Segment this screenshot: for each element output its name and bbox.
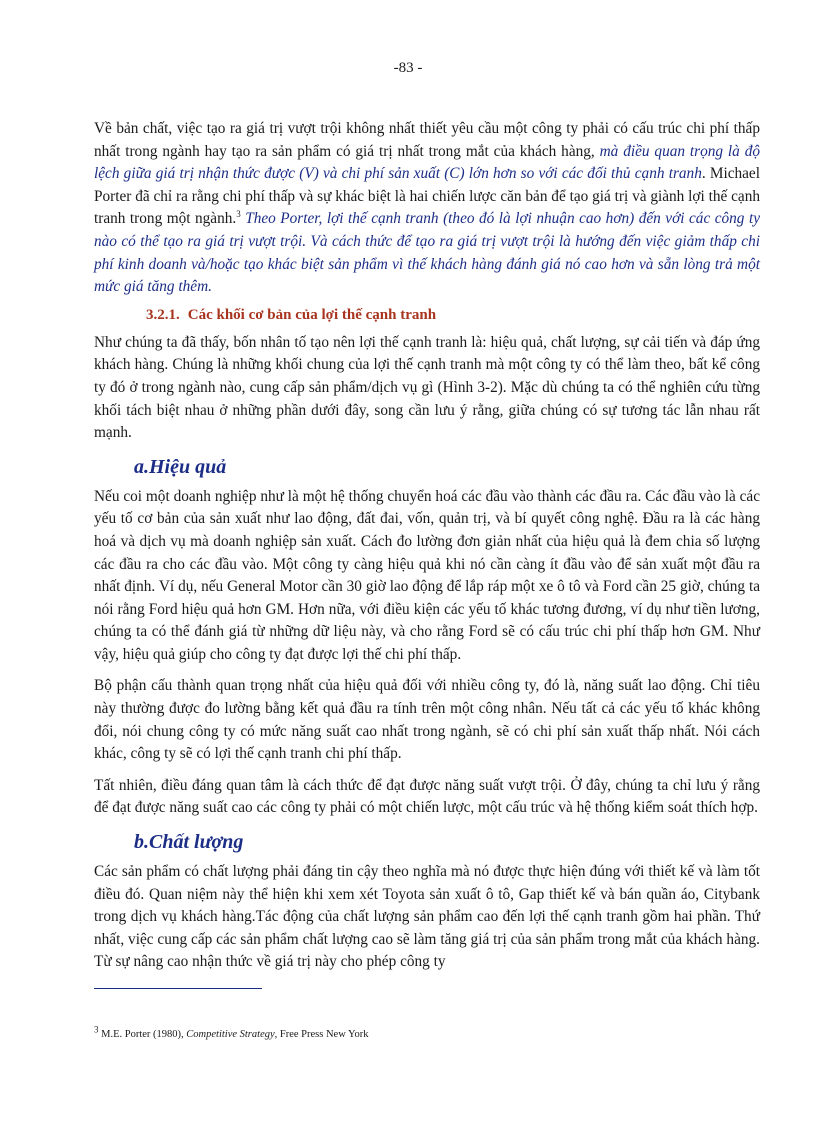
page-body (94, 118, 760, 983)
footnote-separator (94, 988, 262, 989)
intro-text-2: . Michael Porter đã chỉ ra rằng chi phí thấp và sự khác biệt là hai chiến lược căn bản để tạo giá trị và giành lợi thế cạnh tranh trong một ngành. (94, 165, 760, 228)
footnote-marker: 3 (94, 1024, 99, 1035)
subsection-paragraph: Như chúng ta đã thấy, bốn nhân tố tạo nên lợi thế cạnh tranh là: hiệu quả, chất lượng, sự cải tiến và đáp ứng khách hàng. Chúng là những khối chung của lợi thế cạnh tranh mà một công ty có thể làm theo, bất kể công ty đó ở trong ngành nào, cung cấp sản phẩm/dịch vụ gì (Hình 3-2). Mặc dù chúng ta có thể nghiên cứu từng khối tách biệt nhau ở những phần dưới đây, song cần lưu ý rằng, giữa chúng có sự tương tác lẫn nhau rất mạnh. (94, 333, 760, 442)
footnote-author: M.E. Porter (1980), (98, 1029, 187, 1040)
intro-italic-1: mà điều quan trọng là độ lệch giữa giá trị nhận thức được (V) và chi phí sản xuất (C) lớn hơn so với các đối thủ cạnh tranh (94, 142, 760, 183)
footnote-publisher: , Free Press New York (274, 1029, 369, 1040)
subsection-heading (146, 304, 760, 326)
page-number: -83 - (393, 60, 423, 76)
section-heading-quality: b.Chất lượng (134, 831, 244, 854)
footnote-book-title: Competitive Strategy (186, 1029, 275, 1040)
intro-paragraph (94, 118, 760, 299)
subsection-title: Các khối cơ bản của lợi thế cạnh tranh (187, 306, 437, 323)
section-heading-efficiency: a.Hiệu quả (134, 455, 227, 478)
footnote (94, 1024, 369, 1041)
footnote-ref[interactable]: 3 (236, 209, 241, 220)
efficiency-paragraph-1: Nếu coi một doanh nghiệp như là một hệ thống chuyển hoá các đầu vào thành các đầu ra. Các đầu vào là các yếu tố cơ bản của sản xuất như lao động, đất đai, vốn, quản trị, và bí quyết công nghệ. Đầu ra là các hàng hoá và dịch vụ mà doanh nghiệp sản xuất. Cách đo lường đơn giản nhất của hiệu quả là đem chia số lượng các đầu ra cho các đầu vào. Một công ty càng hiệu quả khi nó cần càng ít đầu vào để sản xuất một đầu ra nhất định. Ví dụ, nếu General Motor cần 30 giờ lao động để lắp ráp một xe ô tô và Ford cần 25 giờ, chúng ta nói rằng Ford hiệu quả hơn GM. Hơn nữa, với điều kiện các yếu tố khác tương đương, ví dụ như tiền lương, chúng ta có thể đánh giá từ những dữ liệu này, và cho rằng Ford sẽ có cấu trúc chi phí thấp hơn GM. Như vậy, hiệu quả giúp cho công ty đạt được lợi thế chi phí thấp. (94, 487, 760, 663)
efficiency-paragraph-2: Bộ phận cấu thành quan trọng nhất của hiệu quả đối với nhiều công ty, đó là, năng suất lao động. Chỉ tiêu này thường được đo lường bằng kết quả đầu ra tính trên một công nhân. Nếu tất cả các yếu tố khác không đổi, nói chung công ty có mức năng suất cao nhất trong ngành, sẽ có chi phí sản xuất thấp nhất. Nói cách khác, công ty sẽ có lợi thế cạnh tranh chi phí thấp. (94, 677, 760, 763)
intro-text-1: Về bản chất, việc tạo ra giá trị vượt trội không nhất thiết yêu cầu một công ty phải có cấu trúc chi phí thấp nhất trong ngành hay tạo ra sản phẩm có giá trị nhất trong mắt của khách hàng, (94, 120, 760, 160)
intro-italic-2: Theo Porter, lợi thế cạnh tranh (theo đó là lợi nhuận cao hơn) đến với các công ty nào có thể tạo ra giá trị vượt trội. Và cách thức để tạo ra giá trị vượt trội là hướng đến việc giảm thấp chi phí kinh doanh và/hoặc tạo khác biệt sản phẩm vì thế khách hàng đánh giá nó cao hơn và sẵn lòng trả một mức giá tăng thêm. (94, 210, 760, 296)
subsection-number: 3.2.1. (146, 306, 180, 323)
efficiency-paragraph-3: Tất nhiên, điều đáng quan tâm là cách thức để đạt được năng suất vượt trội. Ở đây, chúng ta chỉ lưu ý rằng để đạt được năng suất cao các công ty phải có một chiến lược, một cấu trúc và hệ thống kiểm soát thích hợp. (94, 776, 760, 817)
quality-paragraph-1: Các sản phẩm có chất lượng phải đáng tin cậy theo nghĩa mà nó được thực hiện đúng với thiết kế và làm tốt điều đó. Quan niệm này thể hiện khi xem xét Toyota sản xuất ô tô, Gap thiết kế và bán quần áo, Citybank trong dịch vụ khách hàng.Tác động của chất lượng sản phẩm cao đến lợi thế cạnh tranh gồm hai phần. Thứ nhất, việc cung cấp các sản phẩm chất lượng cao sẽ làm tăng giá trị của sản phẩm trong mắt của khách hàng. Từ sự nâng cao nhận thức về giá trị này cho phép công ty (94, 863, 760, 971)
